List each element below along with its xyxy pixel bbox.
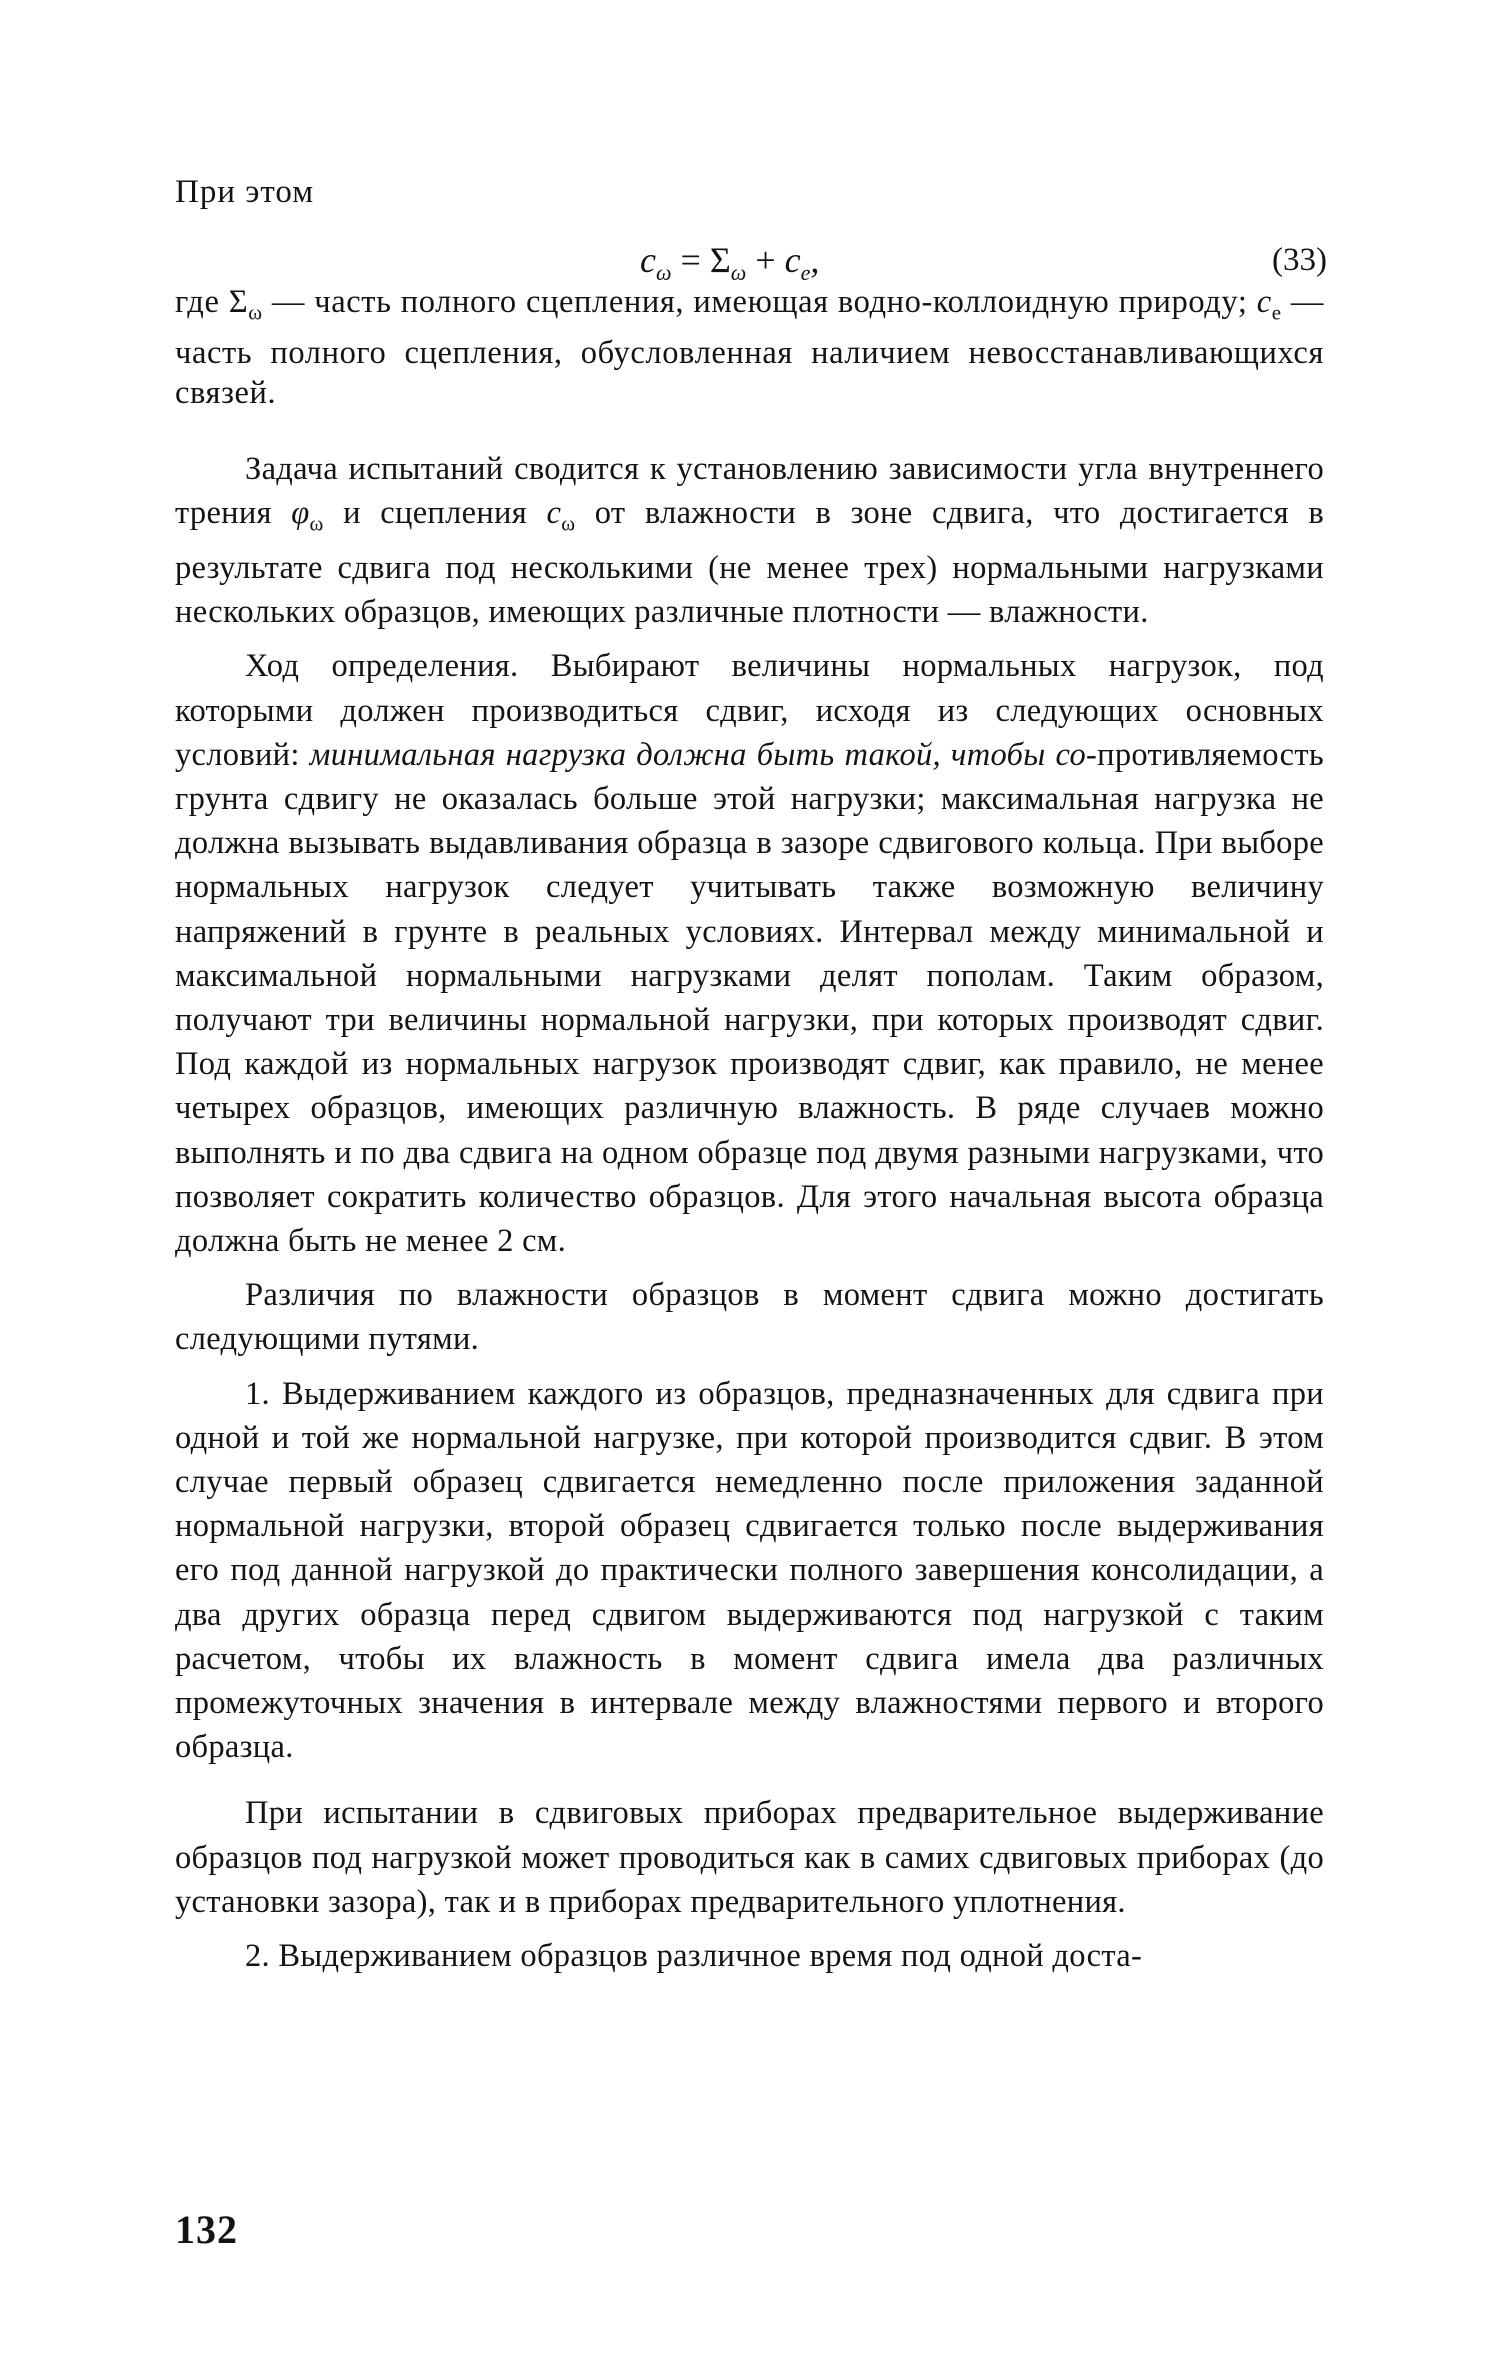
lead-text: При этом [175, 174, 315, 210]
paragraph-item-1: 1. Выдерживанием каждого из образцов, предназначенных для сдвига при одной и той же нормальной нагрузке, при которой производится сдвиг. В этом случае первый образец сдвигается немедленно после приложения заданной нормальной нагрузки, второй образец сдвигается только после выдерживания его под данной нагрузкой до практически полного завершения консолидации, а два других образца перед сдвигом выдерживаются под нагрузкой с таким расчетом, чтобы их влажность в момент сдвига имела два различных промежуточных значения в интервале между влажностями первого и второго образца. [175, 1375, 1324, 1766]
formula-equals: = [671, 240, 710, 280]
body-text [175, 447, 1324, 1978]
task-text-2: и сцепления [323, 495, 547, 532]
formula-c-subscript: e [800, 260, 811, 286]
definitions-text-2: — часть полного сцепления, имеющая водно-коллоидную природу; [262, 284, 1257, 320]
symbol-sigma-subscript: ω [248, 300, 263, 325]
paragraph-devices: При испытании в сдвиговых приборах предварительное выдерживание образцов под нагрузкой может проводиться как в самих сдвиговых приборах (до установки зазора), так и в приборах предварительного уплотнения. [175, 1795, 1324, 1920]
formula-comma: , [810, 240, 820, 280]
procedure-italic-text: минимальная нагрузка должна быть такой, чтобы со- [309, 736, 1098, 773]
definitions-text-3: — часть полного сцепления, обусловленная наличием невосстанавливающихся связей. [175, 284, 1324, 411]
formula-plus: + [746, 240, 785, 280]
definitions-paragraph [175, 282, 1324, 413]
procedure-text-1: Ход определения. Выбирают величины нормальных нагрузок, под которыми должен производиться сдвиг, исходя из следующих основных условий: [175, 648, 1324, 773]
procedure-text-2: противляемость грунта сдвигу не оказалась больше этой нагрузки; максимальная нагрузка не должна вызывать выдавливания образца в зазоре сдвигового кольца. При выборе нормальных нагрузок следует учитывать также возможную величину напряжений в грунте в реальных условиях. Интервал между минимальной и максимальной нормальными нагрузками делят пополам. Таким образом, получают три величины нормальной нагрузки, при которых производят сдвиг. Под каждой из нормальных нагрузок производят сдвиг, как правило, не менее четырех образцов, имеющих различную влажность. В ряде случаев можно выполнять и по два сдвига на одном образце под двумя разными нагрузками, что позволяет сократить количество образцов. Для этого начальная высота образца должна быть не менее 2 см. [175, 736, 1324, 1259]
formula-sigma: Σ [709, 240, 731, 280]
definitions-text-1: где [175, 284, 229, 320]
page-number: 132 [175, 2207, 238, 2252]
paragraph-item-2: 2. Выдерживанием образцов различное время под одной доста- [245, 1938, 1143, 1974]
symbol-c: c [1256, 284, 1272, 320]
formula-c: c [784, 240, 801, 280]
symbol-c-omega-subscript: ω [561, 511, 576, 536]
formula-lhs-subscript: ω [655, 260, 672, 286]
symbol-sigma: Σ [228, 284, 249, 320]
paragraph-procedure [175, 644, 1324, 1263]
symbol-c-subscript: e [1271, 300, 1282, 325]
task-text-1: Задача испытаний сводится к установлению зависимости угла внутреннего трения [175, 451, 1324, 532]
symbol-phi-subscript: ω [309, 511, 324, 536]
symbol-phi: φ [291, 495, 310, 532]
equation-number: (33) [1272, 242, 1327, 278]
paragraph-differences: Различия по влажности образцов в момент сдвига можно достигать следующими путями. [175, 1277, 1324, 1358]
symbol-c-omega: c [546, 495, 562, 532]
formula-sigma-subscript: ω [730, 260, 747, 286]
paragraph-task [175, 447, 1324, 634]
task-text-3: от влажности в зоне сдвига, что достигается в результате сдвига под несколькими (не менее трех) нормальными нагрузками нескольких образцов, имеющих различные плотности — влажности. [175, 495, 1324, 631]
formula-lhs: c [640, 240, 656, 280]
